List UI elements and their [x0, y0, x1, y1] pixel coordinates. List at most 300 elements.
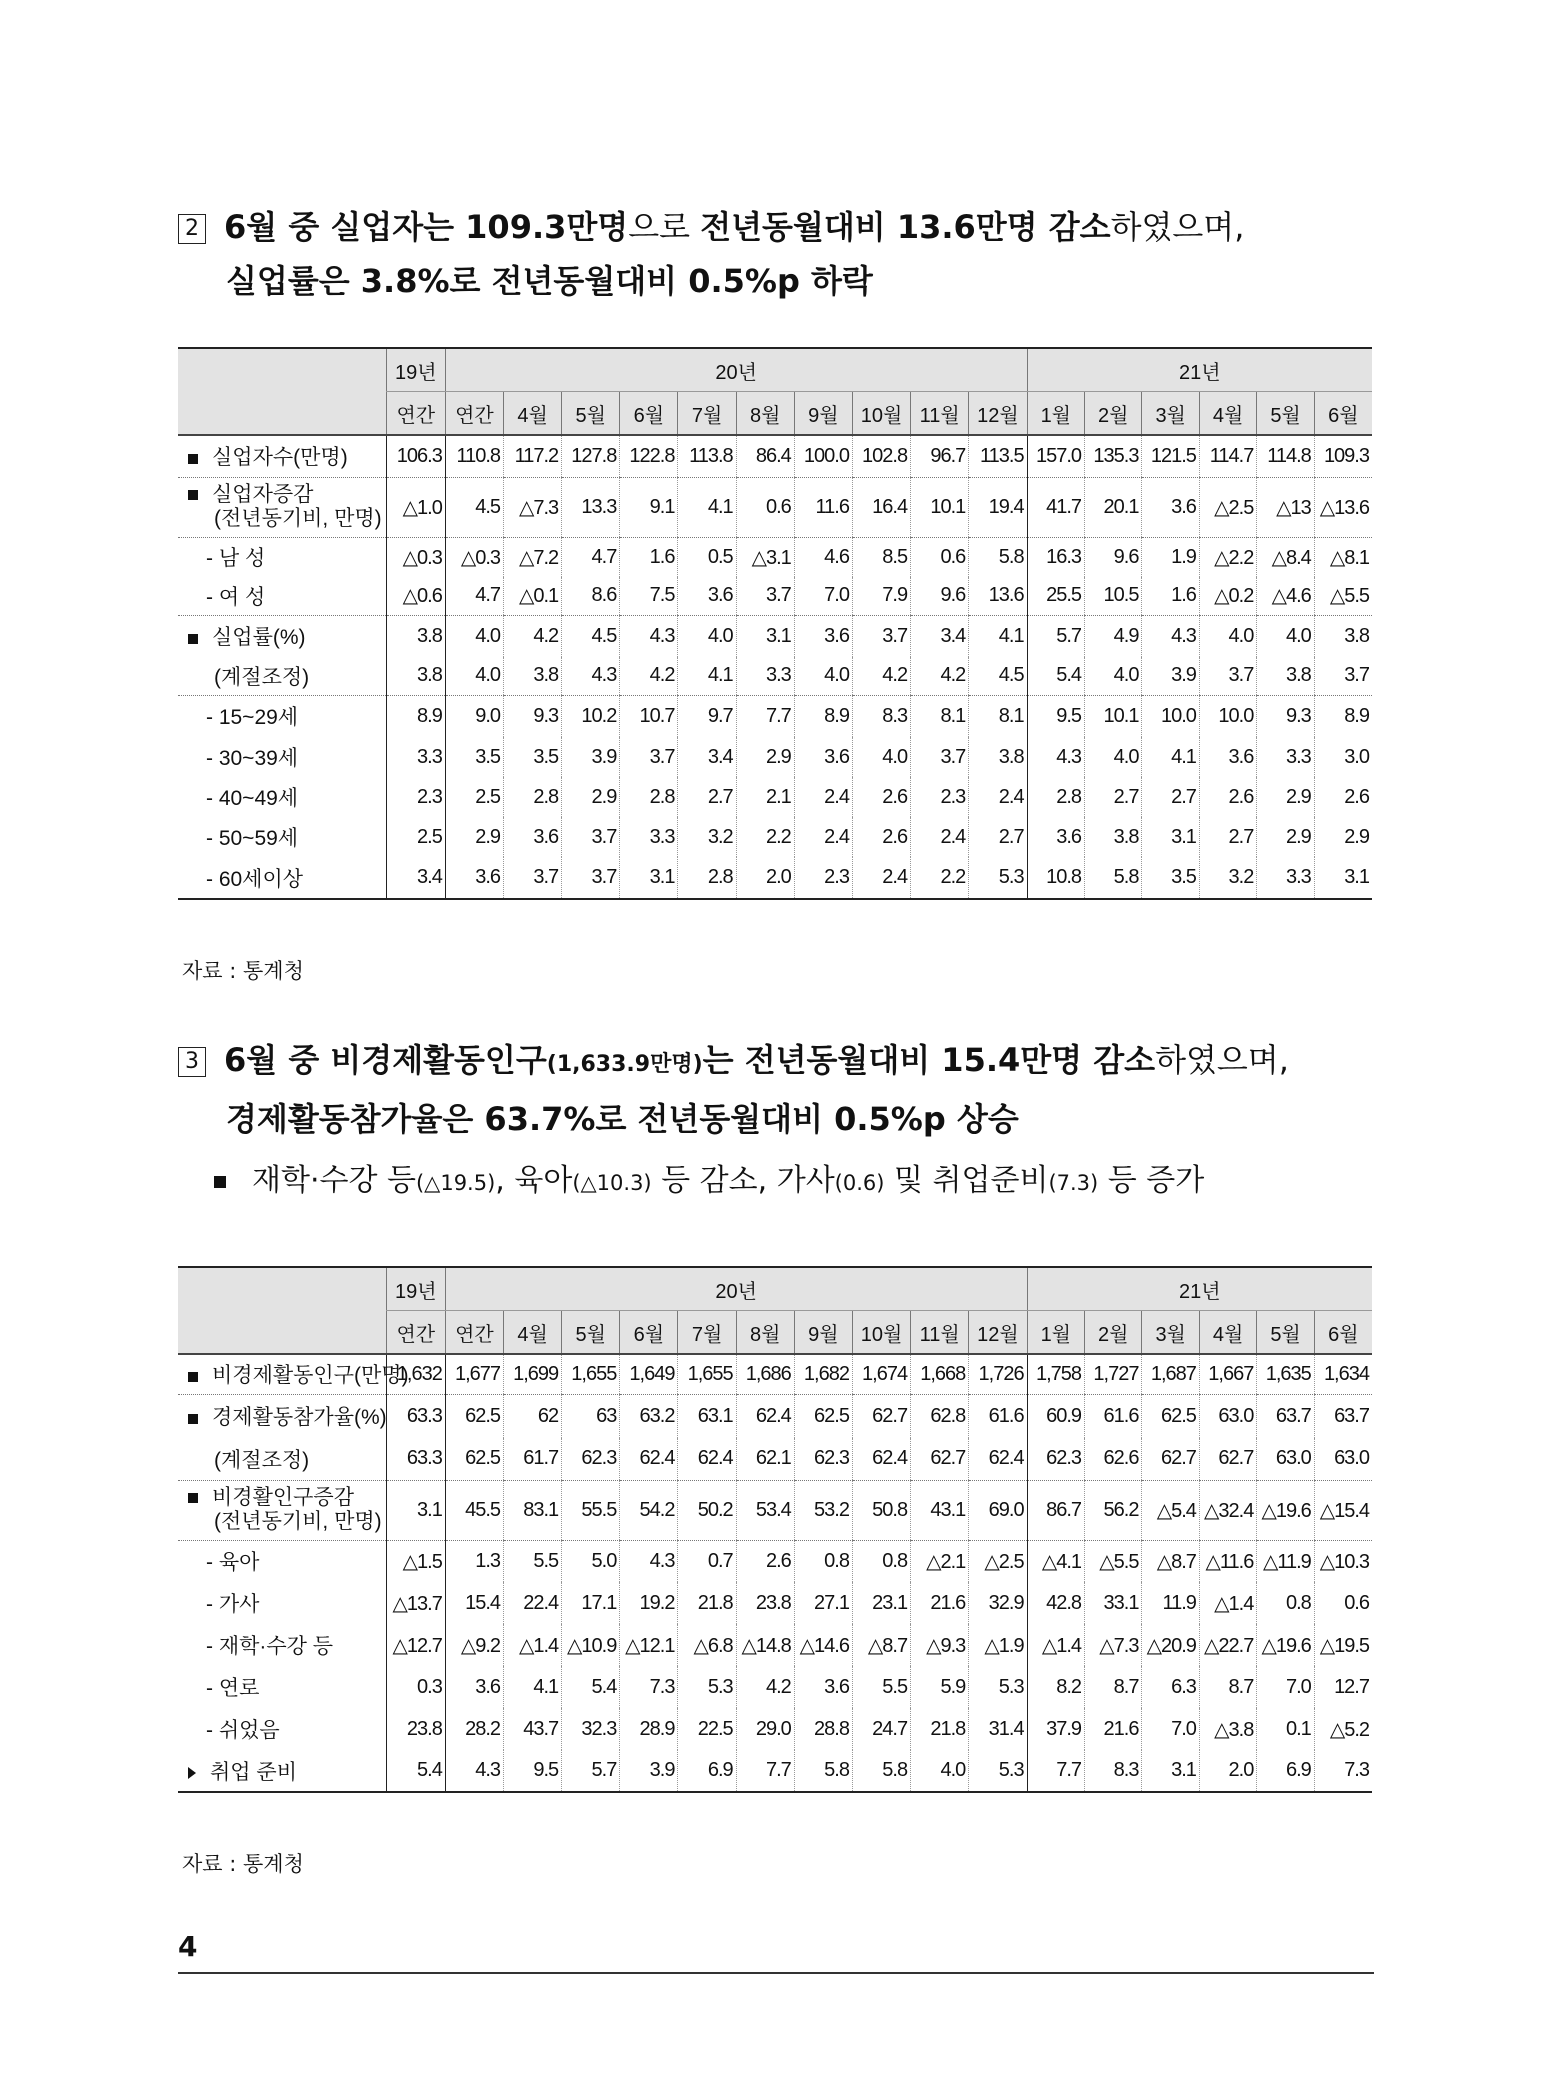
row-label: [178, 435, 386, 477]
table-cell: △9.3: [911, 1624, 969, 1666]
heading-text: 는 전년동월대비 15.4만명 감소: [702, 1041, 1156, 1079]
section-number-box: 2: [178, 214, 206, 244]
table-cell: 8.1: [911, 695, 969, 737]
row-label-text: - 15~29세: [206, 706, 299, 730]
table-cell: 8.2: [1027, 1666, 1084, 1708]
table-cell: 63.3: [386, 1438, 445, 1480]
row-label: [178, 1354, 409, 1394]
table-cell: 2.4: [794, 777, 852, 817]
table-cell: 3.8: [1314, 615, 1372, 657]
row-label: [178, 1582, 386, 1624]
table-cell: 121.5: [1142, 435, 1199, 477]
page-number: 4: [178, 1930, 198, 1963]
table-cell: 5.8: [794, 1750, 852, 1792]
table-cell: 3.6: [445, 857, 503, 899]
table-cell: △8.4: [1257, 537, 1314, 577]
row-label-text: - 여 성: [206, 585, 266, 609]
row-label: [178, 615, 386, 657]
table-cell: 3.1: [1314, 857, 1372, 899]
header-year-19: 19년: [386, 1267, 445, 1311]
table-cell: 2.8: [620, 777, 678, 817]
table-cell: 3.8: [1085, 817, 1142, 857]
table-cell: △6.8: [678, 1624, 736, 1666]
table-cell: 62.4: [736, 1394, 794, 1438]
table-cell: 83.1: [504, 1480, 562, 1540]
economic-inactivity-table: [178, 1266, 1372, 1793]
header-col: 11월: [911, 1311, 969, 1355]
table-row: [178, 695, 1372, 737]
table-cell: △0.2: [1199, 577, 1256, 615]
table-cell: △15.4: [1314, 1480, 1372, 1540]
header-col: 연간: [445, 392, 503, 436]
header-col: 5월: [1257, 1311, 1314, 1355]
table-cell: 62.4: [678, 1438, 736, 1480]
table-cell: 27.1: [794, 1582, 852, 1624]
header-col: 12월: [969, 1311, 1027, 1355]
table-cell: △1.0: [386, 477, 445, 537]
table-cell: 28.8: [794, 1708, 852, 1750]
table-cell: 5.4: [1027, 657, 1084, 695]
table-cell: 1.6: [1142, 577, 1199, 615]
row-label: [178, 537, 386, 577]
table-cell: 62.3: [562, 1438, 620, 1480]
table-cell: 62.4: [969, 1438, 1027, 1480]
table-cell: △22.7: [1199, 1624, 1256, 1666]
table-cell: 4.3: [620, 1540, 678, 1582]
table-cell: △11.9: [1257, 1540, 1314, 1582]
section3-bullet: [214, 1155, 1204, 1199]
table-cell: 10.1: [911, 477, 969, 537]
table-cell: 3.3: [1257, 857, 1314, 899]
triangle-bullet-icon: [188, 1767, 196, 1779]
row-label: [178, 817, 386, 857]
table-cell: 15.4: [445, 1582, 503, 1624]
table-cell: 2.3: [794, 857, 852, 899]
header-blank: [178, 1267, 386, 1311]
table-cell: 5.8: [1085, 857, 1142, 899]
table-cell: 1,634: [1314, 1354, 1372, 1394]
table-cell: 22.5: [678, 1708, 736, 1750]
table-cell: 3.4: [911, 615, 969, 657]
header-col: 4월: [504, 392, 562, 436]
table-cell: 4.0: [1199, 615, 1256, 657]
heading-text: 으로: [628, 208, 701, 246]
table-cell: 3.6: [445, 1666, 503, 1708]
table-cell: 32.3: [562, 1708, 620, 1750]
table-cell: 4.1: [1142, 737, 1199, 777]
table-cell: 9.7: [678, 695, 736, 737]
table-cell: △20.9: [1142, 1624, 1199, 1666]
heading-text: 전년동월대비 13.6만명 감소: [700, 208, 1111, 246]
row-label-text: 실업자수(만명): [212, 446, 348, 470]
table-cell: 4.0: [1257, 615, 1314, 657]
source-note: 자료 : 통계청: [182, 1852, 304, 1876]
table-cell: 2.1: [736, 777, 794, 817]
table-cell: 0.3: [386, 1666, 445, 1708]
header-col: 7월: [678, 1311, 736, 1355]
table-cell: 63.0: [1314, 1438, 1372, 1480]
table-cell: 4.5: [969, 657, 1027, 695]
table-cell: 12.7: [1314, 1666, 1372, 1708]
table-cell: 21.6: [1085, 1708, 1142, 1750]
table-cell: 3.3: [620, 817, 678, 857]
table-cell: 63: [562, 1394, 620, 1438]
table-cell: 0.8: [852, 1540, 910, 1582]
header-blank: [178, 392, 386, 436]
table-cell: 53.2: [794, 1480, 852, 1540]
table-cell: 5.7: [1027, 615, 1084, 657]
table-cell: 3.8: [386, 657, 445, 695]
table-cell: 7.7: [736, 1750, 794, 1792]
table-cell: 3.7: [736, 577, 794, 615]
table-cell: 0.7: [678, 1540, 736, 1582]
table-cell: △0.3: [445, 537, 503, 577]
table-cell: 4.9: [1085, 615, 1142, 657]
table-cell: 1,635: [1257, 1354, 1314, 1394]
table-cell: 56.2: [1085, 1480, 1142, 1540]
table-cell: 4.0: [794, 657, 852, 695]
table-cell: 6.9: [678, 1750, 736, 1792]
table-cell: 23.1: [852, 1582, 910, 1624]
table-cell: 4.2: [852, 657, 910, 695]
table-cell: 106.3: [386, 435, 445, 477]
table-cell: 1,668: [911, 1354, 969, 1394]
table-cell: △5.5: [1314, 577, 1372, 615]
section3-heading-line1: [178, 1033, 1289, 1092]
table-cell: 113.5: [969, 435, 1027, 477]
row-label-text: 실업률(%): [212, 626, 306, 650]
table-cell: △3.1: [736, 537, 794, 577]
table-cell: 0.6: [736, 477, 794, 537]
table-cell: △2.1: [911, 1540, 969, 1582]
table-cell: 5.3: [969, 857, 1027, 899]
table-cell: 4.5: [562, 615, 620, 657]
row-label: [178, 1750, 386, 1792]
row-label: [178, 1666, 386, 1708]
table-cell: 2.2: [911, 857, 969, 899]
table-cell: 4.3: [620, 615, 678, 657]
table-cell: 7.0: [794, 577, 852, 615]
table-cell: 3.6: [678, 577, 736, 615]
table-cell: 2.9: [1314, 817, 1372, 857]
table-cell: 4.2: [504, 615, 562, 657]
table-cell: 0.8: [1257, 1582, 1314, 1624]
table-cell: 63.3: [386, 1394, 445, 1438]
header-col: 7월: [678, 392, 736, 436]
table-cell: 7.0: [1257, 1666, 1314, 1708]
table-cell: 61.7: [504, 1438, 562, 1480]
table-cell: 7.9: [852, 577, 910, 615]
table-cell: 62.7: [1142, 1438, 1199, 1480]
table-cell: 3.8: [1257, 657, 1314, 695]
table-row: [178, 1354, 1372, 1394]
table-cell: 3.1: [386, 1480, 445, 1540]
table-cell: 5.8: [969, 537, 1027, 577]
table-cell: 3.7: [562, 817, 620, 857]
table-cell: 1,649: [620, 1354, 678, 1394]
table-cell: 5.3: [969, 1750, 1027, 1792]
table-cell: 2.5: [445, 777, 503, 817]
table-cell: 9.3: [504, 695, 562, 737]
table-cell: 3.6: [1142, 477, 1199, 537]
table-cell: 1,727: [1085, 1354, 1142, 1394]
table-cell: 3.7: [1314, 657, 1372, 695]
table-cell: △0.1: [504, 577, 562, 615]
table-cell: 4.3: [1142, 615, 1199, 657]
table-cell: 45.5: [445, 1480, 503, 1540]
table-cell: 109.3: [1314, 435, 1372, 477]
table-cell: 62.5: [794, 1394, 852, 1438]
table-cell: 22.4: [504, 1582, 562, 1624]
table-cell: 31.4: [969, 1708, 1027, 1750]
table-cell: 3.2: [1199, 857, 1256, 899]
table-cell: △5.5: [1085, 1540, 1142, 1582]
table-cell: 8.3: [1085, 1750, 1142, 1792]
table-cell: 4.2: [620, 657, 678, 695]
table-cell: 8.9: [386, 695, 445, 737]
table-cell: 63.0: [1257, 1438, 1314, 1480]
table-cell: 2.9: [1257, 777, 1314, 817]
table-row: [178, 657, 1372, 695]
table-cell: 8.5: [852, 537, 910, 577]
table-cell: 102.8: [852, 435, 910, 477]
row-label: [178, 577, 386, 615]
table-cell: 2.6: [852, 777, 910, 817]
section3-heading-line2: 경제활동참가율은 63.7%로 전년동월대비 0.5%p 상승: [226, 1100, 1019, 1138]
table-cell: 135.3: [1085, 435, 1142, 477]
table-body: [178, 1354, 1372, 1792]
row-label-text: 취업 준비: [210, 1760, 297, 1784]
header-col: 연간: [386, 392, 445, 436]
table-row: [178, 1708, 1372, 1750]
table-cell: 157.0: [1027, 435, 1084, 477]
heading-text: 하였으며,: [1155, 1041, 1289, 1079]
table-cell: 4.1: [678, 657, 736, 695]
row-label-text: - 40~49세: [206, 787, 299, 810]
table-cell: △0.3: [386, 537, 445, 577]
row-label: [178, 1438, 386, 1480]
table-cell: 3.6: [794, 737, 852, 777]
table-cell: 62.5: [1142, 1394, 1199, 1438]
table-row: [178, 737, 1372, 777]
heading-text: (1,633.9만명): [546, 1052, 703, 1077]
row-label-text: 비경제활동인구(만명): [212, 1364, 409, 1388]
table-cell: 33.1: [1085, 1582, 1142, 1624]
table-cell: 69.0: [969, 1480, 1027, 1540]
table-cell: 0.8: [794, 1540, 852, 1582]
table-cell: 1,655: [562, 1354, 620, 1394]
bullet-text: 및 취업준비: [884, 1163, 1049, 1198]
header-blank: [178, 1311, 386, 1355]
table-cell: 8.7: [1085, 1666, 1142, 1708]
table-cell: 23.8: [736, 1582, 794, 1624]
table-cell: 5.4: [562, 1666, 620, 1708]
table-cell: 3.9: [1142, 657, 1199, 695]
table-cell: 2.7: [1199, 817, 1256, 857]
section3-heading: [178, 1033, 1289, 1146]
table-cell: 2.8: [1027, 777, 1084, 817]
table-cell: 3.7: [620, 737, 678, 777]
table-cell: △13.6: [1314, 477, 1372, 537]
table-cell: △10.9: [562, 1624, 620, 1666]
table-cell: 3.5: [445, 737, 503, 777]
row-label-text: - 50~59세: [206, 827, 299, 850]
section2-heading-line1: [178, 200, 1244, 254]
row-label: [178, 857, 386, 899]
table-cell: △8.7: [1142, 1540, 1199, 1582]
table-row: [178, 1438, 1372, 1480]
row-label-text: - 30~39세: [206, 747, 299, 770]
table-cell: 2.9: [562, 777, 620, 817]
table-cell: 86.4: [736, 435, 794, 477]
table-cell: 21.6: [911, 1582, 969, 1624]
table-cell: 4.0: [678, 615, 736, 657]
row-label-text: - 쉬었음: [206, 1719, 280, 1742]
table-cell: 8.1: [969, 695, 1027, 737]
header-col: 6월: [1314, 392, 1372, 436]
table-cell: 10.5: [1085, 577, 1142, 615]
table-cell: 5.3: [678, 1666, 736, 1708]
table-cell: △5.2: [1314, 1708, 1372, 1750]
header-col: 9월: [794, 1311, 852, 1355]
row-label-text: - 육아: [206, 1551, 260, 1575]
table-cell: 2.4: [911, 817, 969, 857]
table-cell: △13.7: [386, 1582, 445, 1624]
row-label-text: - 60세이상: [206, 867, 304, 891]
section-number-box: 3: [178, 1047, 206, 1077]
table-cell: 62.3: [1027, 1438, 1084, 1480]
table-cell: 41.7: [1027, 477, 1084, 537]
header-col: 10월: [852, 1311, 910, 1355]
table-row: [178, 777, 1372, 817]
row-label-text: - 연로: [206, 1677, 260, 1700]
header-col: 4월: [1199, 1311, 1256, 1355]
table-cell: 0.6: [911, 537, 969, 577]
bullet-text: 재학·수강 등: [252, 1163, 416, 1198]
header-col: 8월: [736, 392, 794, 436]
table-cell: 2.4: [852, 857, 910, 899]
header-col: 10월: [852, 392, 910, 436]
table-cell: 2.4: [969, 777, 1027, 817]
header-col: 연간: [386, 1311, 445, 1355]
table-cell: 9.6: [1085, 537, 1142, 577]
table-cell: 63.7: [1314, 1394, 1372, 1438]
table-cell: 0.5: [678, 537, 736, 577]
table-row: [178, 857, 1372, 899]
table-cell: 122.8: [620, 435, 678, 477]
table-cell: 21.8: [911, 1708, 969, 1750]
table-cell: 2.6: [736, 1540, 794, 1582]
table-cell: 4.3: [445, 1750, 503, 1792]
table-cell: △12.7: [386, 1624, 445, 1666]
table-row: [178, 1750, 1372, 1792]
table-cell: 62: [504, 1394, 562, 1438]
table-cell: △8.1: [1314, 537, 1372, 577]
table-cell: 4.0: [1085, 737, 1142, 777]
table-cell: 23.8: [386, 1708, 445, 1750]
table-cell: 37.9: [1027, 1708, 1084, 1750]
table-cell: 1.6: [620, 537, 678, 577]
table-cell: 10.0: [1142, 695, 1199, 737]
header-year-20: 20년: [445, 1267, 1027, 1311]
bullet-value: (7.3): [1048, 1171, 1099, 1195]
bullet-square-icon: [188, 1493, 198, 1503]
table-cell: 1.3: [445, 1540, 503, 1582]
table-cell: 2.7: [1085, 777, 1142, 817]
table-cell: 0.1: [1257, 1708, 1314, 1750]
bullet-square-icon: [188, 1372, 198, 1382]
table-cell: 7.7: [1027, 1750, 1084, 1792]
table-cell: △10.3: [1314, 1540, 1372, 1582]
table-cell: 55.5: [562, 1480, 620, 1540]
table-cell: 2.0: [1199, 1750, 1256, 1792]
row-label-text: - 재학·수강 등: [206, 1635, 334, 1658]
table-cell: 43.1: [911, 1480, 969, 1540]
table-cell: △2.5: [969, 1540, 1027, 1582]
table-cell: 3.6: [794, 615, 852, 657]
table-cell: 5.9: [911, 1666, 969, 1708]
table-cell: 114.8: [1257, 435, 1314, 477]
table-cell: △2.5: [1199, 477, 1256, 537]
table-row: [178, 1394, 1372, 1438]
source-note: 자료 : 통계청: [182, 959, 304, 983]
table-cell: 3.1: [1142, 817, 1199, 857]
table-cell: 62.5: [445, 1438, 503, 1480]
table-cell: 43.7: [504, 1708, 562, 1750]
table-cell: 13.3: [562, 477, 620, 537]
table-cell: △19.6: [1257, 1480, 1314, 1540]
table-cell: 62.8: [911, 1394, 969, 1438]
table-cell: 3.4: [678, 737, 736, 777]
table-cell: 3.0: [1314, 737, 1372, 777]
table-cell: △3.8: [1199, 1708, 1256, 1750]
table-cell: 42.8: [1027, 1582, 1084, 1624]
table-cell: 24.7: [852, 1708, 910, 1750]
table-cell: 3.6: [1199, 737, 1256, 777]
unemployment-table: [178, 347, 1372, 900]
table-row: [178, 1666, 1372, 1708]
table-cell: 5.0: [562, 1540, 620, 1582]
table-cell: 2.4: [794, 817, 852, 857]
row-label-text: - 남 성: [206, 547, 266, 571]
table-cell: 0.6: [1314, 1582, 1372, 1624]
table-cell: 21.8: [678, 1582, 736, 1624]
table-cell: 1,655: [678, 1354, 736, 1394]
table-cell: 10.1: [1085, 695, 1142, 737]
table-body: [178, 435, 1372, 899]
table-cell: 63.2: [620, 1394, 678, 1438]
bullet-value: (△10.3): [572, 1171, 652, 1195]
table-cell: △4.6: [1257, 577, 1314, 615]
table-header-years: [178, 348, 1372, 392]
table-cell: 1,677: [445, 1354, 503, 1394]
header-col: 연간: [445, 1311, 503, 1355]
table-cell: 29.0: [736, 1708, 794, 1750]
table-cell: 3.7: [562, 857, 620, 899]
table-cell: 4.2: [736, 1666, 794, 1708]
table-cell: 86.7: [1027, 1480, 1084, 1540]
table-cell: 110.8: [445, 435, 503, 477]
table-cell: △0.6: [386, 577, 445, 615]
table-cell: 9.3: [1257, 695, 1314, 737]
table-header-months: [178, 392, 1372, 436]
table-cell: 9.1: [620, 477, 678, 537]
bullet-square-icon: [214, 1176, 226, 1188]
table-cell: 61.6: [969, 1394, 1027, 1438]
table-cell: 113.8: [678, 435, 736, 477]
row-label-text: (계절조정): [214, 665, 310, 689]
table-cell: 4.0: [852, 737, 910, 777]
